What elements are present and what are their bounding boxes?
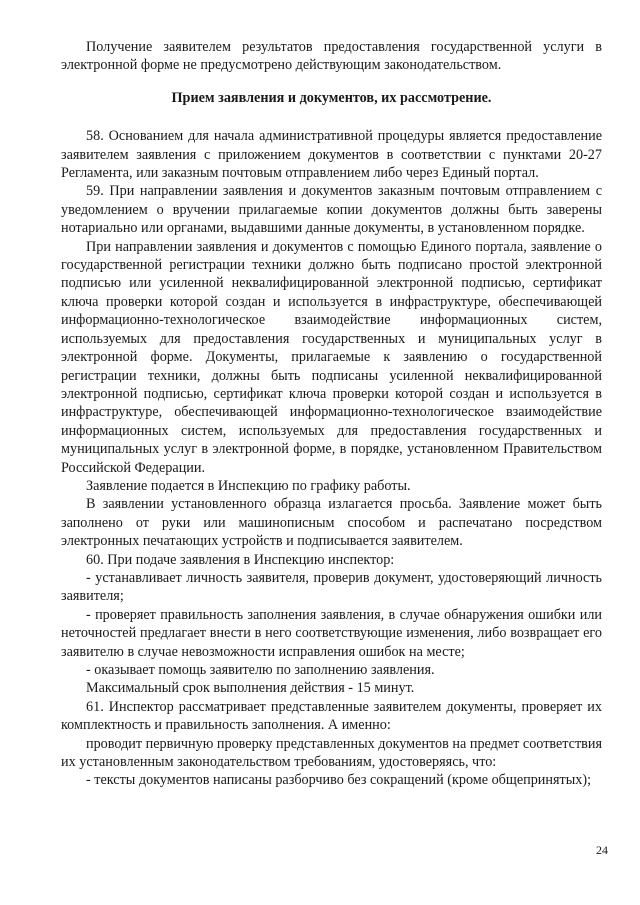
document-page xyxy=(61,38,602,790)
paragraph-61: 61. Инспектор рассматривает представленные заявителем документы, проверяет их комплектность и правильность заполнения. А именно: xyxy=(61,698,602,734)
paragraph-59: 59. При направлении заявления и документов заказным почтовым отправлением с уведомлением о вручении прилагаемые копии документов должны быть заверены нотариально или органами, выдавшими данные документы, в установленном порядке. xyxy=(61,183,602,237)
list-item-form-check: - проверяет правильность заполнения заявления, в случае обнаружения ошибки или неточностей предлагает внести в него соответствующие изменения, либо возвращает его заявителю в случае невозможности исправления ошибок на месте; xyxy=(61,606,602,660)
list-item-assistance: - оказывает помощь заявителю по заполнению заявления. xyxy=(86,662,435,678)
paragraph-60: 60. При подаче заявления в Инспекцию инспектор: xyxy=(86,551,395,568)
list-item-identity-check: - устанавливает личность заявителя, проверив документ, удостоверяющий личность заявителя; xyxy=(61,569,602,605)
section-title: Прием заявления и документов, их рассмотрение. xyxy=(171,89,492,106)
page-number: 24 xyxy=(596,843,608,857)
paragraph-schedule: Заявление подается в Инспекцию по графику работы. xyxy=(86,477,411,494)
paragraph-portal-submission: При направлении заявления и документов с помощью Единого портала, заявление о государственной регистрации техники должно быть подписано простой электронной подписью или усиленной неквалифицированной электронной подписью, сертификат ключа проверки которой создан и используется в инфраструктуре, обеспечивающей информационно-технологическое взаимодействие информационных систем, используемых для предоставления государственных и муниципальных услуг в электронной форме. Документы, прилагаемые к заявлению о государственной регистрации техники, должны быть подписаны усиленной неквалифицированной электронной подписью, сертификат ключа проверки которой создан и используется в инфраструктуре, обеспечивающей информационно-технологическое взаимодействие информационных систем, используемых для предоставления государственных и муниципальных услуг в электронной форме, в порядке, установленном Правительством Российской Федерации. xyxy=(61,238,602,476)
paragraph-application-form: В заявлении установленного образца излагается просьба. Заявление может быть заполнено от руки или машинописным способом и распечатано посредством электронных печатающих устройств и подписывается заявителем. xyxy=(61,496,602,550)
paragraph-initial-check: проводит первичную проверку представленных документов на предмет соответствия их установленным законодательством требованиям, удостоверяясь, что: xyxy=(61,735,602,771)
list-item-legible-texts: - тексты документов написаны разборчиво без сокращений (кроме общепринятых); xyxy=(86,772,592,789)
paragraph-max-duration: Максимальный срок выполнения действия - 15 минут. xyxy=(86,680,415,697)
intro-paragraph: Получение заявителем результатов предоставления государственной услуги в электронной форме не предусмотрено действующим законодательством. xyxy=(61,39,602,74)
paragraph-58: 58. Основанием для начала административной процедуры является предоставление заявителем заявления с приложением документов в соответствии с пунктами 20-27 Регламента, или заказным почтовым отправлением либо через Единый портал. xyxy=(61,128,602,182)
